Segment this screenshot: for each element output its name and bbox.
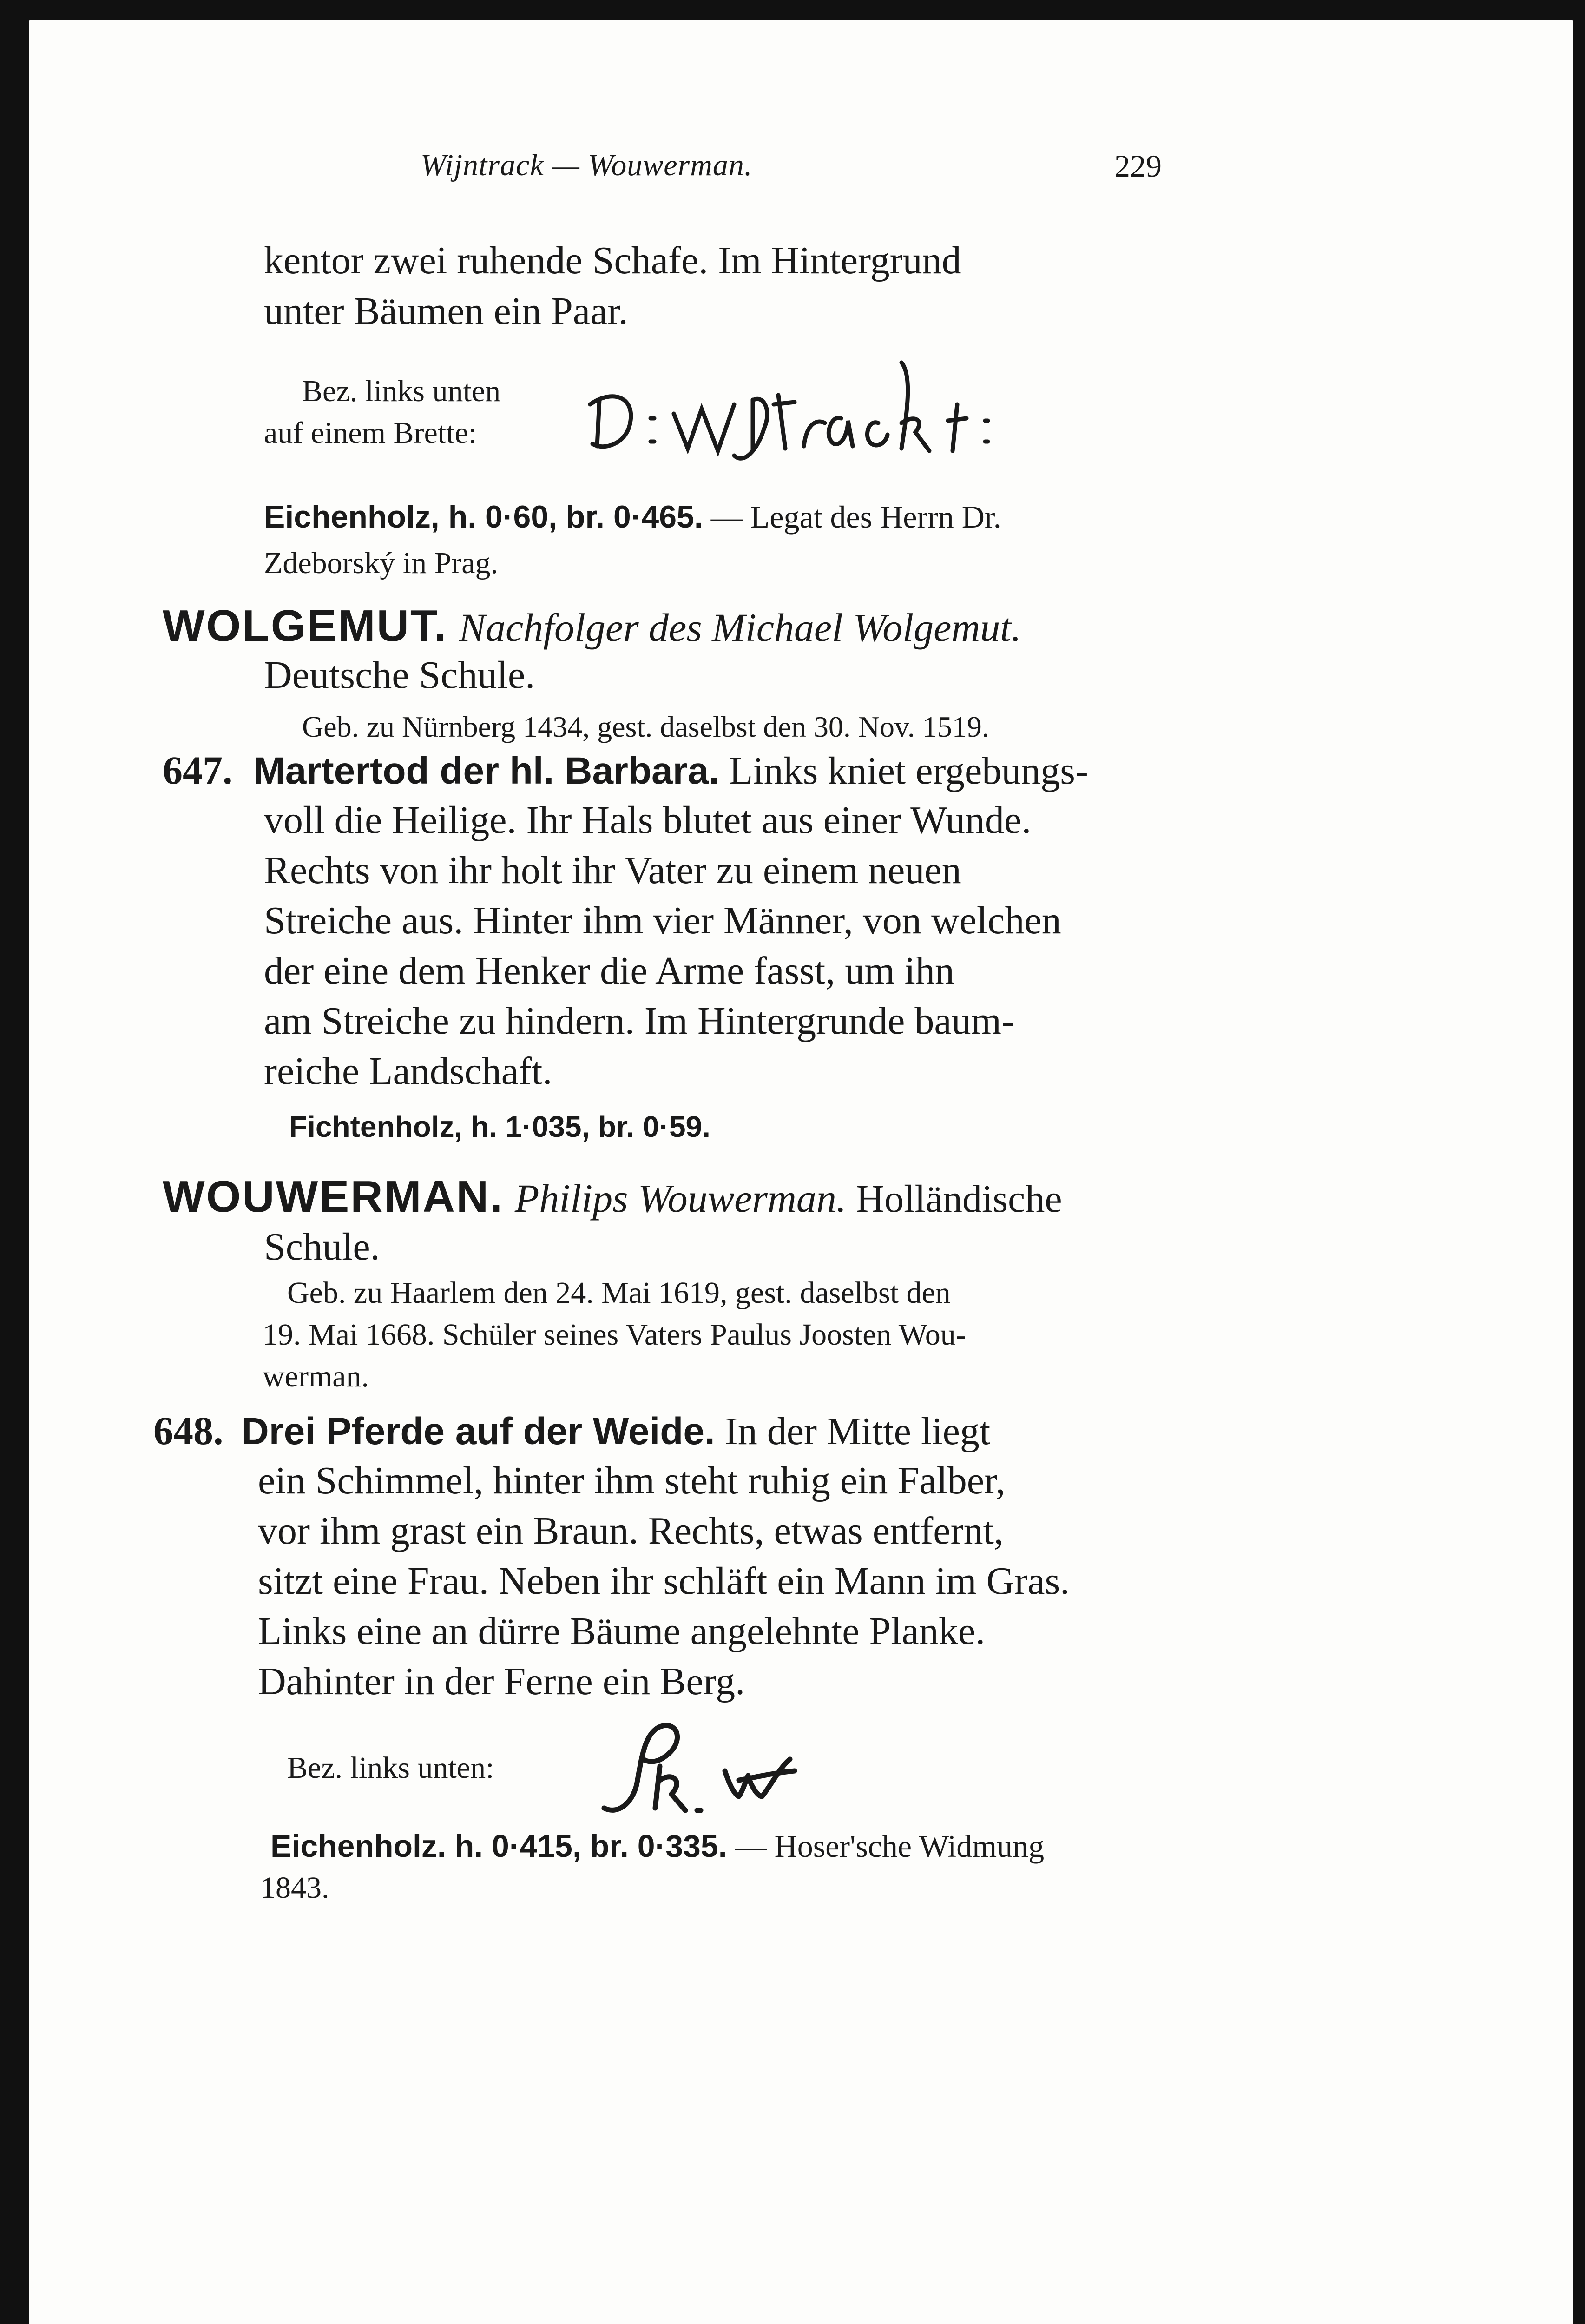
material-line <box>264 493 1001 541</box>
material-bold: Eichenholz, h. 0·60, br. 0·465. <box>264 499 703 535</box>
material-line: Fichtenholz, h. 1·035, br. 0·59. <box>289 1110 710 1143</box>
artist-attribution: Philips Wouwerman. <box>514 1176 847 1221</box>
catalogue-title: Drei Pferde auf der Weide. <box>241 1410 715 1452</box>
artist-school: Schule. <box>264 1225 380 1268</box>
body-line: vor ihm grast ein Braun. Rechts, etwas entfernt, <box>258 1509 1004 1552</box>
material-provenance: — Legat des Herrn Dr. <box>703 499 1001 535</box>
catalogue-title: Martertod der hl. Barbara. <box>253 750 719 792</box>
body-line: reiche Landschaft. <box>264 1050 552 1093</box>
body-line: der eine dem Henker die Arme fasst, um ihn <box>264 949 954 992</box>
body-line: unter Bäumen ein Paar. <box>264 290 628 333</box>
signature-label: Bez. links unten <box>302 374 501 408</box>
catalogue-number: 648. <box>153 1408 224 1453</box>
body-line: Links eine an dürre Bäume angelehnte Planke. <box>258 1610 986 1653</box>
body-line: Dahinter in der Ferne ein Berg. <box>258 1660 745 1703</box>
body-line: ein Schimmel, hinter ihm steht ruhig ein Falber, <box>258 1459 1006 1502</box>
artist-school: Holländische <box>846 1177 1062 1221</box>
artist-name: WOUWERMAN. <box>163 1172 504 1221</box>
catalogue-item-648-first-line <box>153 1406 990 1456</box>
material-bold: Eichenholz. h. 0·415, br. 0·335. <box>270 1829 727 1864</box>
material-line: 1843. <box>260 1871 329 1905</box>
signature-label: Bez. links unten: <box>287 1751 494 1785</box>
artist-biography: werman. <box>263 1360 369 1393</box>
body-line: am Streiche zu hindern. Im Hintergrunde baum- <box>264 999 1014 1043</box>
artist-biography: Geb. zu Haarlem den 24. Mai 1619, gest. daselbst den <box>287 1276 951 1310</box>
body-line: In der Mitte liegt <box>715 1410 991 1453</box>
artist-name: WOLGEMUT. <box>163 601 448 651</box>
catalogue-number: 647. <box>163 748 233 792</box>
artist-biography: 19. Mai 1668. Schüler seines Vaters Paulus Joosten Wou- <box>263 1318 966 1352</box>
artist-attribution: Nachfolger des Michael Wolgemut. <box>459 605 1021 650</box>
material-line <box>270 1822 1044 1870</box>
signature-label: auf einem Brette: <box>264 416 477 450</box>
body-line: Streiche aus. Hinter ihm vier Männer, von welchen <box>264 899 1061 942</box>
artist-school: Deutsche Schule. <box>264 654 535 697</box>
body-line: voll die Heilige. Ihr Hals blutet aus einer Wunde. <box>264 799 1032 842</box>
material-line: Zdeborský in Prag. <box>264 546 499 580</box>
signature-wouwerman <box>590 1715 813 1827</box>
artist-heading <box>163 1171 1062 1225</box>
running-title: Wijntrack — Wouwerman. <box>421 148 753 182</box>
signature-wijntrack <box>581 344 1008 479</box>
page-number: 229 <box>1114 148 1162 184</box>
body-line: kentor zwei ruhende Schafe. Im Hintergrund <box>264 239 961 282</box>
body-line: sitzt eine Frau. Neben ihr schläft ein Mann im Gras. <box>258 1559 1070 1603</box>
artist-heading <box>163 601 1021 653</box>
body-line: Rechts von ihr holt ihr Vater zu einem neuen <box>264 849 961 892</box>
body-line: Links kniet ergebungs- <box>719 749 1088 792</box>
artist-biography: Geb. zu Nürnberg 1434, gest. daselbst den 30. Nov. 1519. <box>302 710 989 743</box>
material-provenance: — Hoser'sche Widmung <box>727 1829 1045 1864</box>
catalogue-item-647-first-line <box>163 746 1088 796</box>
